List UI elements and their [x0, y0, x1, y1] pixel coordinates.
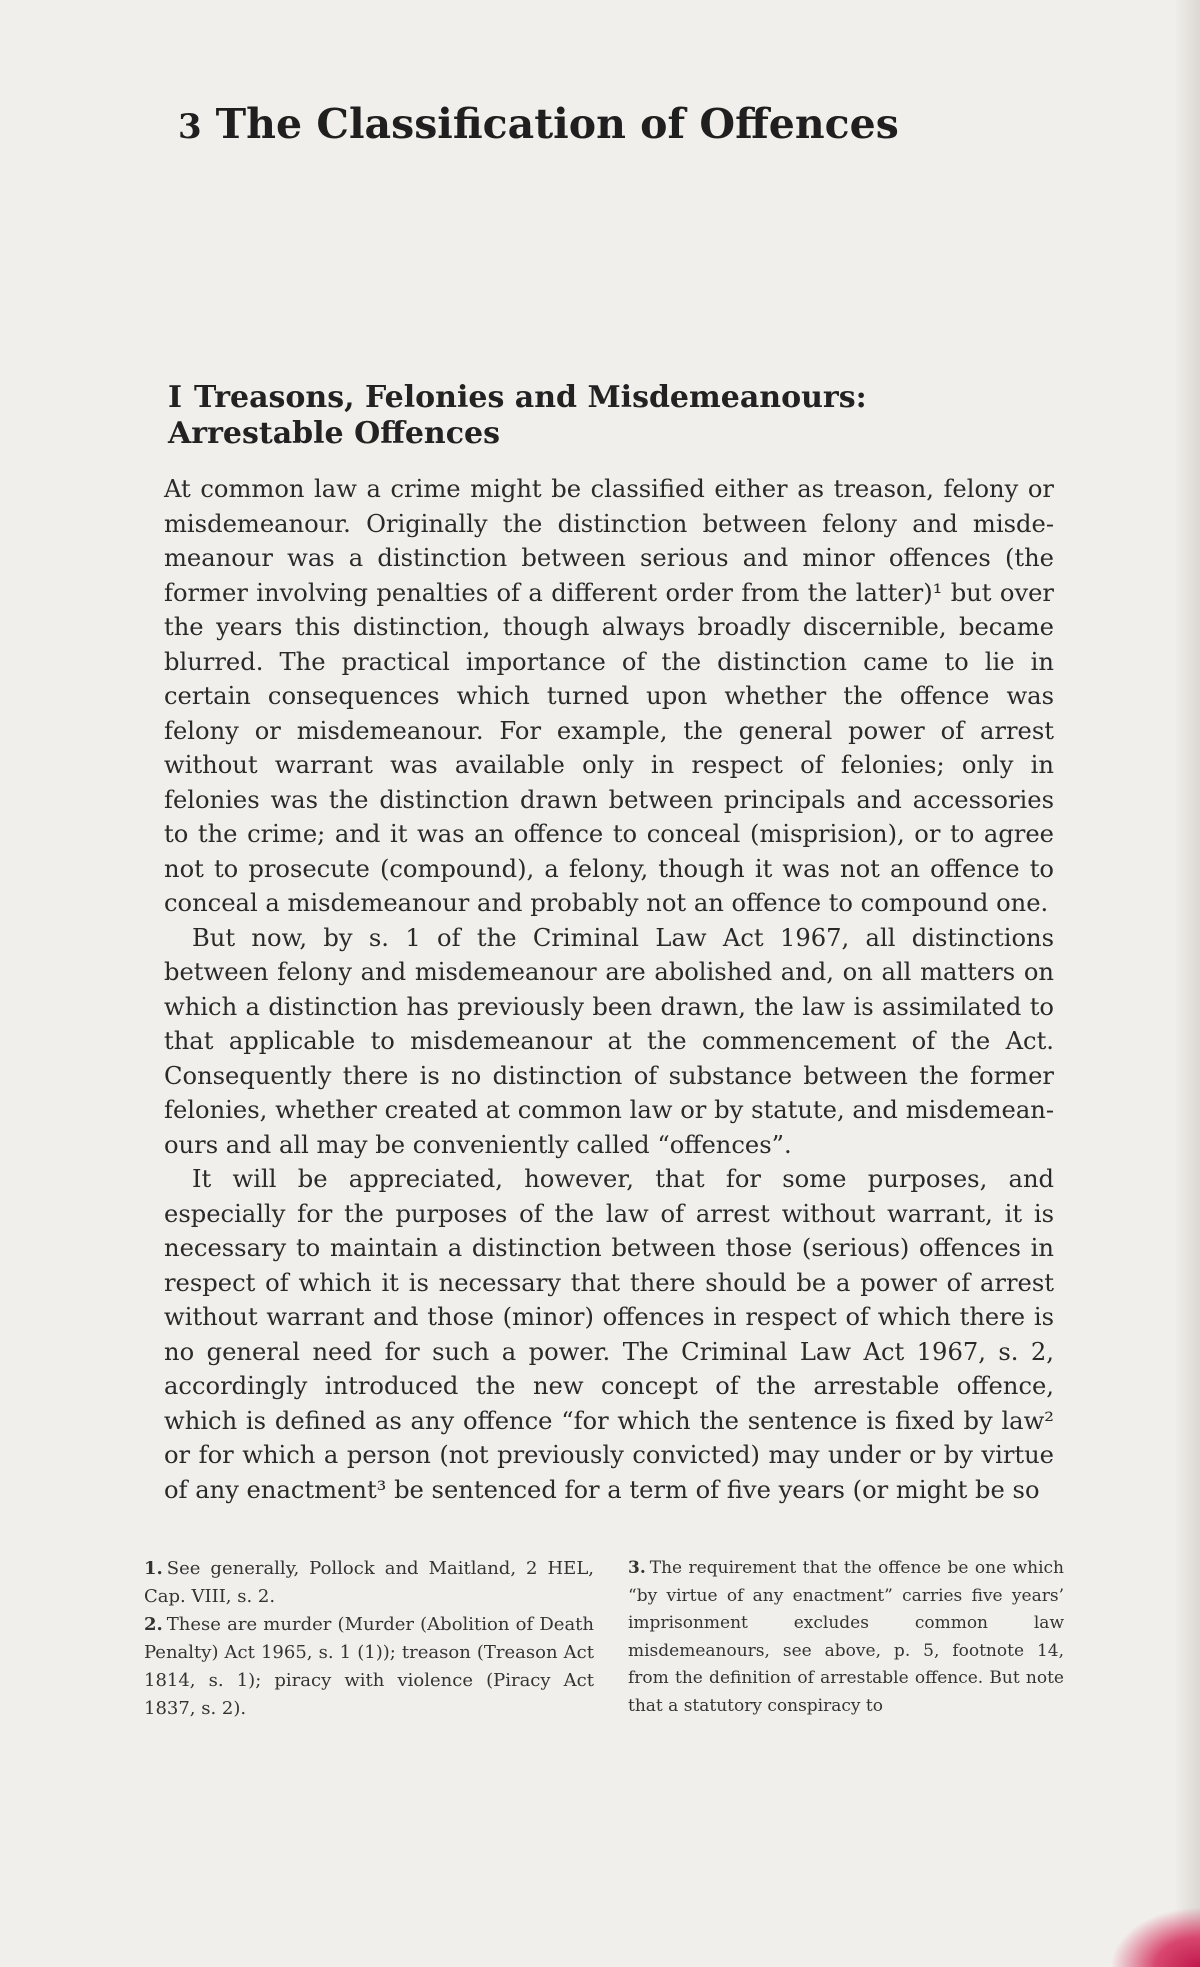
footnote-number: 3. — [628, 1558, 646, 1578]
section-number: I — [168, 380, 183, 415]
footnotes-left-column — [144, 1555, 594, 1723]
chapter-heading — [178, 100, 899, 148]
paragraph: It will be appreciated, however, that for some purposes, and especially for the purposes of the law of arrest without warrant, it is necessary to maintain a distinction between those (serious) offences in respect of which it is necessary that there should be a power of arrest without warrant and those (minor) offences in respect of which there is no general need for such a power. The Criminal Law Act 1967, s. 2, accordingly introduced the new concept of the arrestable offence, which is defined as any offence “for which the sentence is fixed by law² or for which a person (not previously convicted) may under or by virtue of any enactment³ be sentenced for a term of five years (or might be so — [164, 1165, 1054, 1504]
footnotes-right-column — [628, 1555, 1064, 1720]
body-text — [164, 472, 1054, 1507]
section-title-line-1: Treasons, Felonies and Misdemeanours: — [194, 380, 867, 415]
footnote-text: See generally, Pollock and Maitland, 2 HEL, Cap. VIII, s. 2. — [144, 1558, 594, 1607]
chapter-title: The Classification of Offences — [215, 100, 899, 148]
paragraph: At common law a crime might be classified either as treason, felony or misdemeanour. Originally the distinction between felony and misde- meanour was a distinction between serious and minor offences (the former involving penalties of a different order from the latter)¹ but over the years this distinction, though always broadly discernible, became blurred. The practical importance of the distinction came to lie in certain consequences which turned upon whether the offence was felony or misdemeanour. For example, the general power of arrest without warrant was available only in respect of felonies; only in felonies was the distinction drawn between principals and accessories to the crime; and it was an offence to conceal (misprision), or to agree not to prosecute (compound), a felony, though it was not an offence to conceal a misdemeanour and probably not an offence to compound one. — [164, 475, 1054, 917]
footnote-number: 1. — [144, 1558, 163, 1579]
footnote-text: The requirement that the offence be one which “by virtue of any enactment” carries five years’ imprisonment excludes common law misdemeanours, see above, p. 5, footnote 14, from the definition of arrestable offence. But note that a statutory conspiracy to — [628, 1558, 1064, 1716]
chapter-number: 3 — [178, 107, 202, 147]
section-title-line-2: Arrestable Offences — [168, 416, 500, 451]
paragraph: But now, by s. 1 of the Criminal Law Act 1967, all distinctions between felony and misdemeanour are abolished and, on all matters on which a distinction has previously been drawn, the law is assimilated to that applicable to misdemeanour at the commencement of the Act. Consequently there is no distinction of substance between the former felonies, whether created at common law or by statute, and misdemean- ours and all may be conveniently called “offences”. — [164, 923, 1054, 1159]
footnote — [144, 1611, 594, 1723]
footnote-number: 2. — [144, 1614, 163, 1635]
footnote — [628, 1555, 1064, 1720]
corner-ink-stain — [1110, 1907, 1200, 1967]
section-heading — [168, 380, 928, 452]
footnote-text: These are murder (Murder (Abolition of Death Penalty) Act 1965, s. 1 (1)); treason (Treason Act 1814, s. 1); piracy with violence (Piracy Act 1837, s. 2). — [144, 1614, 594, 1719]
page-edge-shadow — [1174, 0, 1200, 1967]
footnote — [144, 1555, 594, 1611]
